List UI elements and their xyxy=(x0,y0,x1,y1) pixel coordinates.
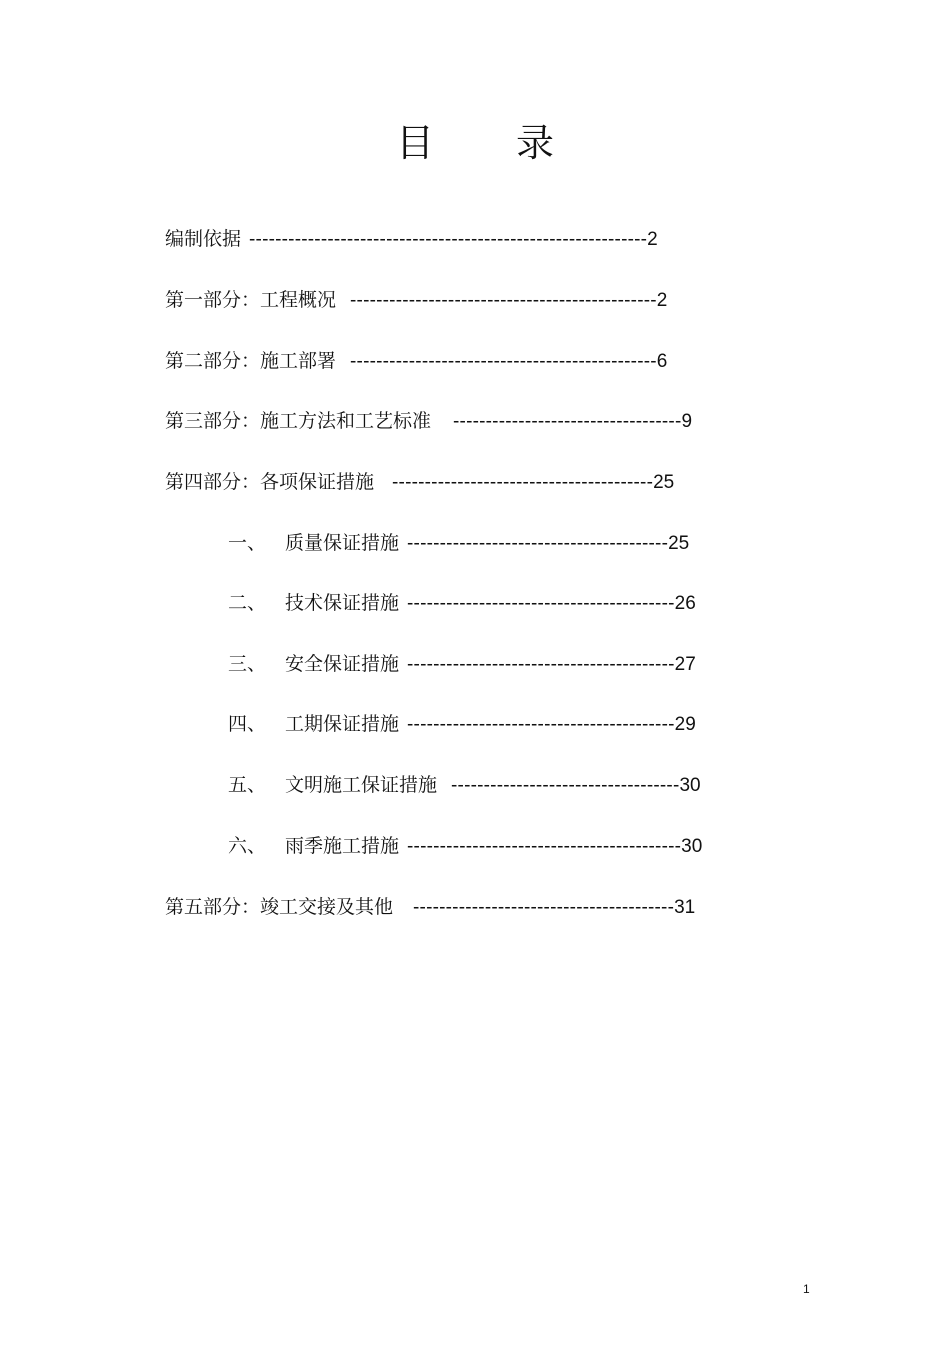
toc-entry-title: 质量保证措施 xyxy=(285,532,400,554)
toc-entry[interactable] xyxy=(165,409,692,434)
toc-entry-title: 第三部分：施工方法和工艺标准 xyxy=(165,410,432,432)
title-char-1: 目 xyxy=(395,121,434,165)
toc-entry-title: 第五部分：竣工交接及其他 xyxy=(165,896,394,918)
toc-leader-dots: ----------------------------------------- xyxy=(407,714,675,735)
toc-subentry-number: 五、 xyxy=(228,774,267,796)
toc-entry[interactable] xyxy=(165,349,667,374)
toc-subentry[interactable] xyxy=(228,652,696,677)
toc-page-number: 25 xyxy=(668,533,690,554)
toc-subentry[interactable] xyxy=(228,591,696,616)
toc-subentry-number: 三、 xyxy=(228,653,267,675)
toc-entry-title: 第二部分：施工部署 xyxy=(165,350,337,372)
toc-entry-title: 第四部分：各项保证措施 xyxy=(165,471,375,493)
toc-leader-dots: ---------------------------------------- xyxy=(392,472,654,493)
toc-entry-title: 文明施工保证措施 xyxy=(285,774,438,796)
toc-page-number: 31 xyxy=(674,897,696,918)
toc-entry[interactable] xyxy=(165,470,674,495)
toc-leader-dots: ---------------------------------------- xyxy=(413,897,675,918)
toc-leader-dots: ---------------------------------------- xyxy=(407,533,669,554)
toc-leader-dots: ------------------------------------------ xyxy=(407,836,682,857)
toc-entry[interactable] xyxy=(165,288,667,313)
page-number: 1 xyxy=(803,1282,810,1296)
toc-subentry-number: 四、 xyxy=(228,713,267,735)
toc-entry[interactable] xyxy=(165,227,658,252)
toc-page-number: 26 xyxy=(674,593,696,614)
toc-leader-dots: ----------------------------------------------- xyxy=(350,351,657,372)
toc-leader-dots: ----------------------------------------------- xyxy=(350,290,657,311)
toc-page-number: 2 xyxy=(647,229,658,250)
toc-page-number: 27 xyxy=(674,654,696,675)
toc-page-number: 2 xyxy=(656,290,668,311)
toc-page-number: 29 xyxy=(674,714,696,735)
toc-page-number: 30 xyxy=(679,775,701,796)
toc-entry-title: 安全保证措施 xyxy=(285,653,400,675)
toc-subentry[interactable] xyxy=(228,712,696,737)
toc-leader-dots: ----------------------------------------- xyxy=(407,593,675,614)
toc-entry-title: 技术保证措施 xyxy=(285,592,400,614)
toc-entry-title: 工期保证措施 xyxy=(285,713,400,735)
toc-leader-dots: ----------------------------------- xyxy=(453,411,682,432)
toc-page-number: 30 xyxy=(681,836,703,857)
toc-entry-title: 雨季施工措施 xyxy=(285,835,400,857)
toc-subentry[interactable] xyxy=(228,531,689,556)
toc-subentry[interactable] xyxy=(228,834,702,859)
toc-page-number: 9 xyxy=(681,411,693,432)
toc-subentry-number: 二、 xyxy=(228,592,267,614)
toc-subentry-number: 一、 xyxy=(228,532,267,554)
title-char-2: 录 xyxy=(516,121,555,165)
toc-page-number: 6 xyxy=(656,351,668,372)
toc-leader-dots: ----------------------------------------- xyxy=(407,654,675,675)
toc-subentry[interactable] xyxy=(228,773,701,798)
toc-page-number: 25 xyxy=(653,472,675,493)
toc-leader-dots: ------------------------------------------------------------- xyxy=(249,229,648,250)
toc-entry-title: 编制依据 xyxy=(165,228,242,250)
toc-leader-dots: ----------------------------------- xyxy=(451,775,680,796)
toc-entry[interactable] xyxy=(165,895,695,920)
toc-subentry-number: 六、 xyxy=(228,835,267,857)
toc-entry-title: 第一部分：工程概况 xyxy=(165,289,337,311)
